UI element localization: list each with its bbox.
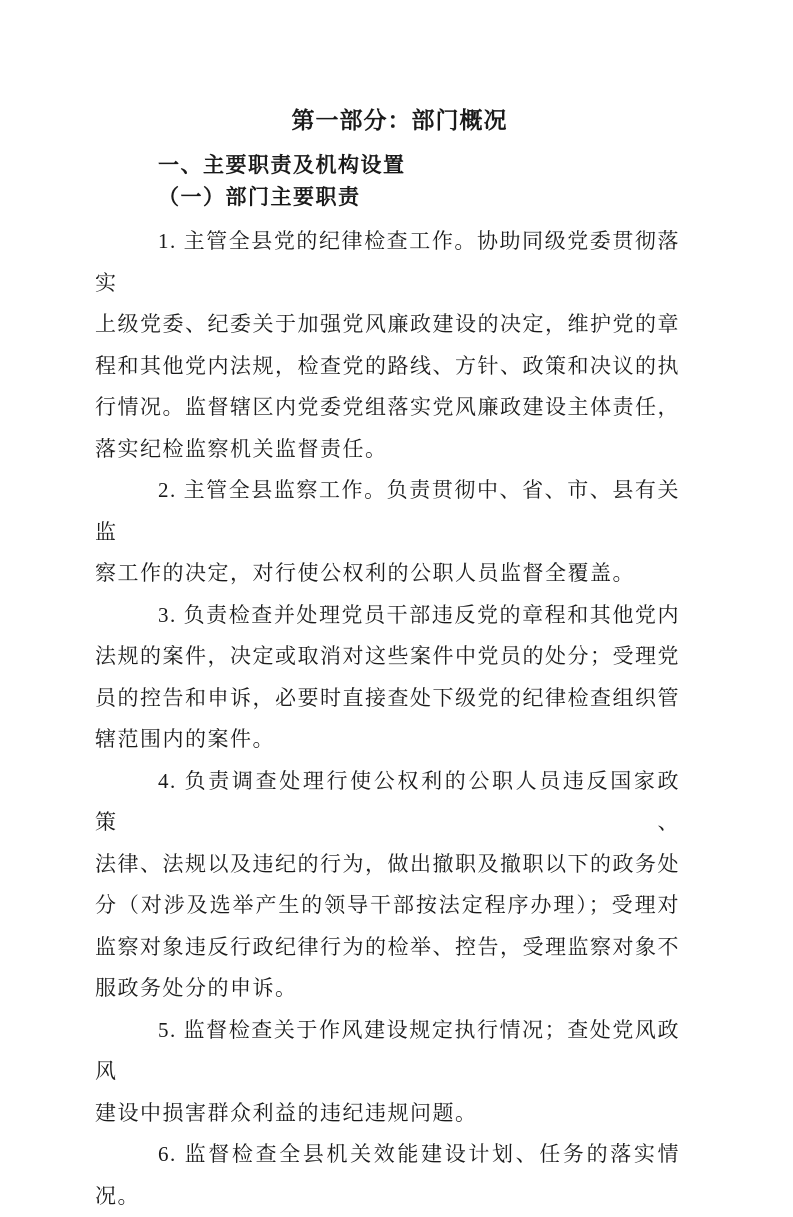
text-line: 5. 监督检查关于作风建设规定执行情况；查处党风政风 — [95, 1017, 680, 1083]
text-line: 6. 监督检查全县机关效能建设计划、任务的落实情况。 — [95, 1142, 680, 1208]
text-line: 程和其他党内法规，检查党的路线、方针、政策和决议的执 — [95, 353, 680, 378]
document-body — [95, 221, 680, 1217]
subsection-heading: （一）部门主要职责 — [158, 186, 361, 209]
text-line: 监察对象违反行政纪律行为的检举、控告，受理监察对象不 — [95, 934, 680, 959]
paragraph-5 — [95, 1010, 680, 1135]
text-line: 察工作的决定，对行使公权利的公职人员监督全覆盖。 — [95, 561, 635, 585]
text-line: 上级党委、纪委关于加强党风廉政建设的决定，维护党的章 — [95, 312, 680, 336]
text-line: 法律、法规以及违纪的行为，做出撤职及撤职以下的政务处 — [95, 851, 680, 876]
text-line: 2. 主管全县监察工作。负责贯彻中、省、市、县有关监 — [95, 478, 680, 544]
text-line: 3. 负责检查并处理党员干部违反党的章程和其他党内 — [158, 602, 680, 627]
paragraph-2 — [95, 470, 680, 595]
text-line: 行情况。监督辖区内党委党组落实党风廉政建设主体责任， — [95, 395, 680, 419]
text-line: 1. 主管全县党的纪律检查工作。协助同级党委贯彻落实 — [95, 229, 680, 295]
paragraph-3 — [95, 595, 680, 761]
text-line: 服政务处分的申诉。 — [95, 976, 298, 1000]
text-line: 法规的案件，决定或取消对这些案件中党员的处分；受理党 — [95, 644, 680, 668]
text-line: 员的控告和申诉，必要时直接查处下级党的纪律检查组织管 — [95, 685, 680, 710]
text-line: 落实纪检监察机关监督责任。 — [95, 436, 388, 461]
text-line: 建设中损害群众利益的违纪违规问题。 — [95, 1100, 478, 1125]
text-line: 4. 负责调查处理行使公权利的公职人员违反国家政策、 — [95, 768, 680, 834]
document-title: 第一部分：部门概况 — [291, 107, 508, 133]
paragraph-1 — [95, 221, 680, 470]
paragraph-4 — [95, 761, 680, 1010]
section-heading: 一、主要职责及机构设置 — [158, 154, 406, 177]
text-line: 辖范围内的案件。 — [95, 727, 275, 751]
text-line: 分（对涉及选举产生的领导干部按法定程序办理）；受理对 — [95, 893, 680, 917]
paragraph-6 — [95, 1134, 680, 1217]
